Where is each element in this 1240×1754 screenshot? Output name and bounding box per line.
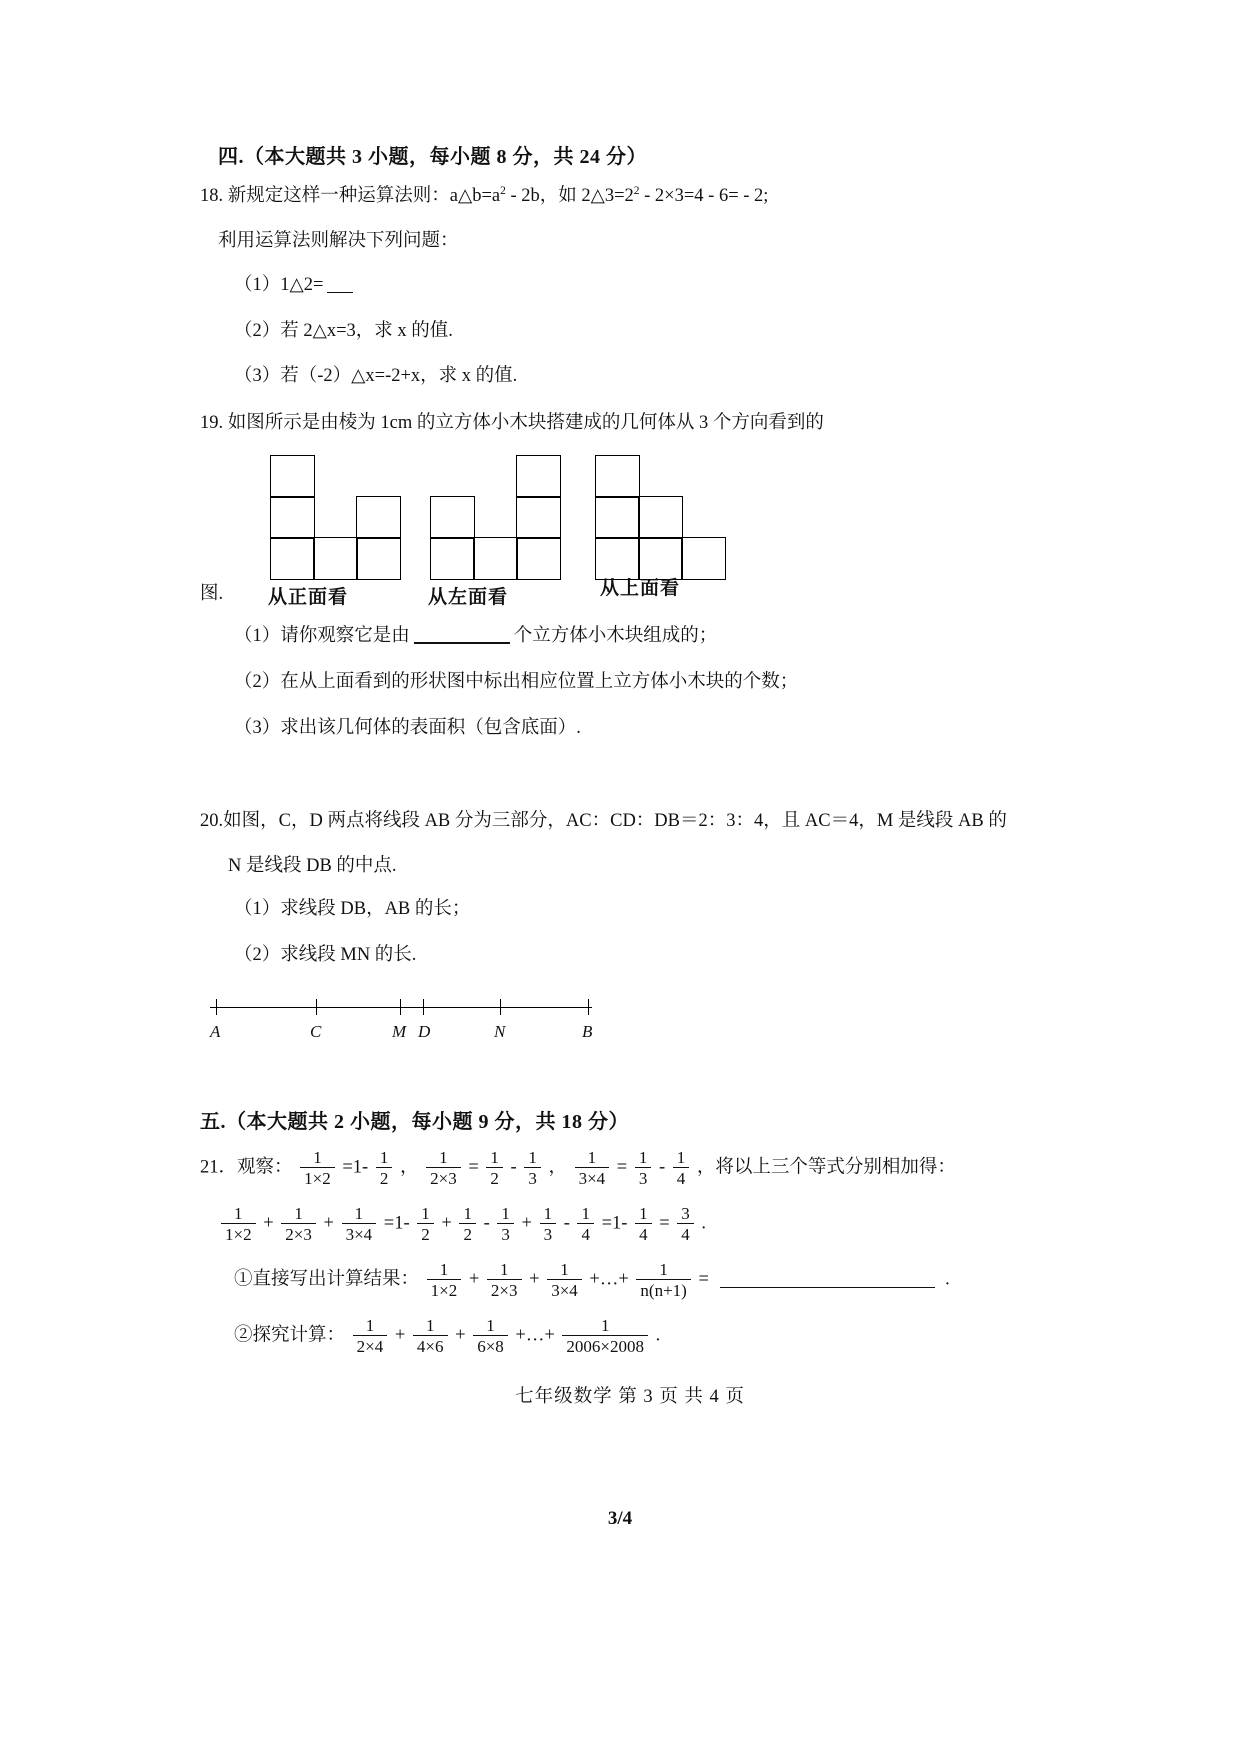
question-18-statement <box>200 183 1060 210</box>
cube-views-figure <box>200 455 1060 610</box>
item1-plus-2: + <box>529 1269 540 1290</box>
sum-term-3 <box>342 1204 377 1244</box>
frac-num: 1 <box>294 1204 303 1224</box>
question-18-item-2: （2）若 2△x=3，求 x 的值. <box>234 320 453 341</box>
front-view-label: 从正面看 <box>268 587 349 609</box>
q19-item1-text-b: 个立方体小木块组成的； <box>513 626 718 647</box>
frac-num: 1 <box>439 1148 448 1168</box>
question-18-item-3: （3）若（-2）△x=-2+x，求 x 的值. <box>234 366 518 387</box>
frac-num: 1 <box>600 1316 610 1336</box>
item1-term-1 <box>427 1260 462 1300</box>
frac-den: 3×4 <box>342 1223 377 1244</box>
section-five-heading: 五.（本大题共 2 小题，每小题 9 分，共 18 分） <box>200 1111 629 1134</box>
period-1: . <box>701 1213 707 1234</box>
sum-res-4 <box>540 1204 557 1244</box>
tick-m <box>400 999 401 1015</box>
frac-den: 1×2 <box>427 1279 462 1300</box>
frac-obs3-right <box>673 1148 690 1188</box>
frac-den: 4 <box>577 1223 594 1244</box>
spacer-after-q19 <box>200 762 1060 808</box>
sum-final <box>677 1204 694 1244</box>
question-18-item-1 <box>234 273 1060 299</box>
comma-1: ， <box>399 1157 419 1178</box>
frac-den: 2 <box>486 1167 503 1188</box>
sum-res-2 <box>459 1204 476 1244</box>
frac-num: 1 <box>659 1260 668 1280</box>
item1-term-3 <box>547 1260 582 1300</box>
q18-item1-text: （1）1△2= <box>234 274 324 295</box>
obs2-minus: - <box>510 1157 517 1178</box>
frac-den: 2 <box>459 1223 476 1244</box>
frac-den: 3 <box>540 1223 557 1244</box>
sum-term-1 <box>221 1204 256 1244</box>
item1-period: . <box>945 1269 950 1290</box>
point-label-m: M <box>392 1022 407 1042</box>
equals-2: =1- <box>601 1213 628 1234</box>
frac-num: 1 <box>499 1260 509 1280</box>
obs1-eq: =1- <box>342 1157 369 1178</box>
question-20-item-1: （1）求线段 DB，AB 的长； <box>234 899 471 920</box>
equals-1: =1- <box>383 1213 410 1234</box>
frac-num: 1 <box>581 1204 590 1224</box>
item2-plus-1: + <box>394 1325 406 1346</box>
segment-line <box>210 1007 592 1008</box>
question-19-statement: 19. 如图所示是由棱为 1cm 的立方体小木块搭建成的几何体从 3 个方向看到的 <box>200 413 824 434</box>
figure-caption-tu: 图. <box>200 584 224 605</box>
frac-num: 1 <box>490 1148 499 1168</box>
frac-num: 1 <box>439 1260 449 1280</box>
point-label-d: D <box>418 1022 431 1042</box>
frac-num: 1 <box>234 1204 243 1224</box>
sum-res-3 <box>497 1204 514 1244</box>
frac-obs3-mid <box>635 1148 652 1188</box>
frac-num: 1 <box>463 1204 472 1224</box>
minus-1: - <box>483 1213 490 1234</box>
page-content <box>200 140 1060 1408</box>
question-21-observation <box>200 1148 1060 1188</box>
frac-den: 3 <box>497 1223 514 1244</box>
frac-den: 4 <box>673 1167 690 1188</box>
sum-res-5 <box>577 1204 594 1244</box>
q18-exp1: 2 <box>500 184 506 197</box>
frac-den: 2 <box>376 1167 393 1188</box>
frac-den: 2×3 <box>426 1167 461 1188</box>
item2-term-4 <box>562 1316 648 1356</box>
frac-den: 3 <box>524 1167 541 1188</box>
point-label-a: A <box>210 1022 221 1042</box>
plus-3: + <box>441 1213 452 1234</box>
frac-num: 1 <box>379 1148 389 1168</box>
point-label-n: N <box>494 1022 506 1042</box>
obs2-eq: = <box>468 1157 479 1178</box>
item2-term-2 <box>413 1316 448 1356</box>
question-19-item-1 <box>234 624 1060 650</box>
tick-d <box>423 999 424 1015</box>
q21-lead: 21．观察： <box>200 1157 293 1178</box>
tick-a <box>216 999 217 1015</box>
question-18-line2: 利用运算法则解决下列问题： <box>218 230 459 251</box>
frac-num: 1 <box>365 1316 375 1336</box>
question-20-item-2: （2）求线段 MN 的长. <box>234 945 417 966</box>
frac-num: 1 <box>501 1204 510 1224</box>
question-21-item-1 <box>234 1260 1060 1300</box>
frac-den: 3 <box>635 1167 652 1188</box>
top-view-label: 从上面看 <box>600 578 681 600</box>
frac-den: 6×8 <box>473 1335 508 1356</box>
frac-den: 4×6 <box>413 1335 448 1356</box>
frac-den: 2×3 <box>281 1223 316 1244</box>
section-four-heading: 四.（本大题共 3 小题，每小题 8 分，共 24 分） <box>218 146 647 168</box>
sum-res-6 <box>635 1204 652 1244</box>
tick-n <box>500 999 501 1015</box>
q18-line1-part2: - 2b，如 2△3=2 <box>505 186 634 206</box>
frac-obs1-right <box>376 1148 393 1188</box>
frac-num: 1 <box>425 1316 435 1336</box>
q19-item1-text-a: （1）请你观察它是由 <box>234 626 410 647</box>
q19-answer-blank[interactable] <box>414 642 510 644</box>
item1-term-4 <box>636 1260 690 1300</box>
point-label-c: C <box>310 1022 322 1042</box>
sum-res-1 <box>417 1204 434 1244</box>
item2-term-1 <box>353 1316 388 1356</box>
frac-den: 4 <box>635 1223 652 1244</box>
frac-num: 1 <box>528 1148 537 1168</box>
frac-obs3-left <box>575 1148 610 1188</box>
item2-term-3 <box>473 1316 508 1356</box>
tick-c <box>316 999 317 1015</box>
frac-obs2-right <box>524 1148 541 1188</box>
question-20-statement-line2: N 是线段 DB 的中点. <box>228 855 397 876</box>
frac-num: 1 <box>354 1204 364 1224</box>
frac-num: 1 <box>639 1204 648 1224</box>
item1-term-2 <box>487 1260 522 1300</box>
question-19-item-3: （3）求出该几何体的表面积（包含底面）. <box>234 717 581 738</box>
frac-den: n(n+1) <box>636 1279 690 1300</box>
segment-figure <box>210 989 1060 1059</box>
frac-num: 1 <box>543 1204 553 1224</box>
question-21-item-2 <box>234 1316 1060 1356</box>
item2-plus-2: + <box>455 1325 466 1346</box>
equals-3: = <box>659 1213 670 1234</box>
plus-2: + <box>323 1213 334 1234</box>
page-footer-text: 七年级数学 第 3 页 共 4 页 <box>515 1387 745 1408</box>
frac-obs1-left <box>300 1148 335 1188</box>
item2-lead: ②探究计算： <box>234 1325 346 1346</box>
item2-period: . <box>655 1325 661 1346</box>
item2-dots: +…+ <box>515 1325 555 1346</box>
plus-4: + <box>521 1213 532 1234</box>
obs3-minus: - <box>658 1157 666 1178</box>
frac-num: 1 <box>560 1260 569 1280</box>
obs3-eq: = <box>616 1157 628 1178</box>
frac-den: 2×4 <box>353 1335 388 1356</box>
point-label-b: B <box>582 1022 593 1042</box>
frac-num: 1 <box>421 1204 430 1224</box>
tick-b <box>588 999 589 1015</box>
page-number: 3/4 <box>607 1508 633 1529</box>
frac-den: 1×2 <box>221 1223 256 1244</box>
frac-num: 1 <box>486 1316 495 1336</box>
q18-line1-part1: 18. 新规定这样一种运算法则：a△b=a <box>200 186 501 206</box>
item1-dots: +…+ <box>589 1269 629 1290</box>
frac-num: 1 <box>638 1148 648 1168</box>
q21-lead-tail: ，将以上三个等式分别相加得： <box>696 1157 956 1178</box>
frac-obs2-left <box>426 1148 461 1188</box>
q18-answer-blank[interactable] <box>327 292 353 293</box>
item1-lead: ①直接写出计算结果： <box>234 1269 420 1290</box>
comma-2: ， <box>548 1157 567 1178</box>
frac-den: 2 <box>417 1223 434 1244</box>
frac-num: 1 <box>313 1148 322 1168</box>
plus-1: + <box>263 1213 274 1234</box>
frac-den: 2×3 <box>487 1279 522 1300</box>
frac-den: 3×4 <box>547 1279 582 1300</box>
question-19-item-2: （2）在从上面看到的形状图中标出相应位置上立方体小木块的个数； <box>234 672 799 692</box>
spacer-after-q20 <box>200 1059 1060 1105</box>
question-21-sum-line <box>218 1204 1060 1244</box>
frac-num: 1 <box>676 1148 686 1168</box>
frac-den: 3×4 <box>575 1167 610 1188</box>
frac-den: 2006×2008 <box>562 1335 648 1356</box>
left-view-label: 从左面看 <box>428 587 509 609</box>
item1-answer-blank[interactable] <box>720 1287 935 1288</box>
frac-num: 3 <box>681 1204 690 1224</box>
item1-plus-1: + <box>468 1269 480 1290</box>
frac-obs2-mid <box>486 1148 503 1188</box>
minus-2: - <box>563 1213 570 1234</box>
frac-den: 1×2 <box>300 1167 335 1188</box>
q18-exp2: 2 <box>633 184 640 197</box>
q18-line1-part3: - 2×3=4 - 6= - 2; <box>639 186 769 206</box>
question-20-statement: 20.如图，C，D 两点将线段 AB 分为三部分，AC：CD：DB＝2：3：4，且 AC＝4，M 是线段 AB 的 <box>200 810 1007 831</box>
item1-equals: = <box>698 1269 709 1290</box>
sum-term-2 <box>281 1204 316 1244</box>
frac-den: 4 <box>677 1223 694 1244</box>
frac-num: 1 <box>587 1148 597 1168</box>
